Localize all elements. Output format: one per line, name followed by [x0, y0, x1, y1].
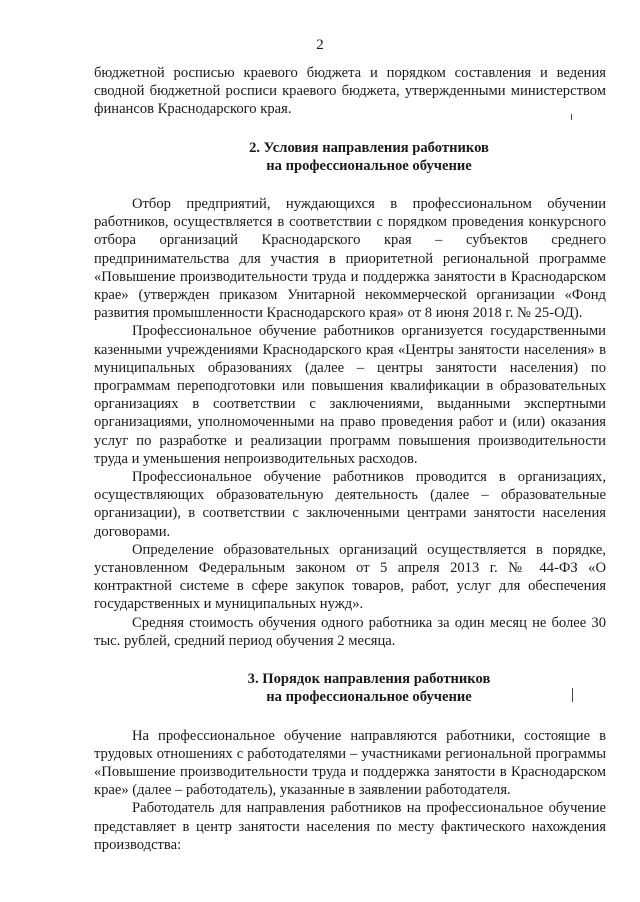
section-3-heading-line1: 3. Порядок направления работников: [247, 671, 491, 688]
scan-mark: [571, 114, 572, 120]
document-body: [94, 64, 606, 854]
section-2-paragraph-4: Определение образовательных организаций осуществляется в порядке, установленном Федеральным законом от 5 апреля 2013 г. № 44-ФЗ «О контрактной системе в сфере закупок товаров, работ, услуг для обеспечения государственных и муниципальных нужд».: [94, 541, 606, 613]
section-3-paragraph-1: На профессиональное обучение направляются работники, состоящие в трудовых отношениях с работодателями – участниками региональной программы «Повышение производительности труда и поддержка занятости в Краснодарском крае» (далее – работодатель), указанные в заявлении работодателя.: [94, 727, 606, 799]
section-3-paragraph-2: Работодатель для направления работников на профессиональное обучение представляет в центр занятости населения по месту фактического нахождения производства:: [94, 800, 606, 853]
section-2-paragraph-3: Профессиональное обучение работников проводится в организациях, осуществляющих образовательную деятельность (далее – образовательные организации), в соответствии с заключенными центрами занятости населения договорами.: [94, 469, 606, 540]
section-2-heading-line1: 2. Условия направления работников: [249, 139, 489, 156]
section-2-heading-line2: на профессиональное обучение: [266, 157, 472, 174]
section-2-paragraph-5: Средняя стоимость обучения одного работника за один месяц не более 30 тыс. рублей, средний период обучения 2 месяца.: [94, 614, 606, 649]
section-2-heading: [94, 139, 606, 175]
scan-mark: [572, 688, 573, 702]
section-2-paragraph-2: Профессиональное обучение работников организуется государственными казенными учреждениями Краснодарского края «Центры занятости населения» в муниципальных образованиях (далее – центры занятости населения) по программам переподготовки или повышения квалификации в образовательных организациях в соответствии с заключениями, выданными экспертными организациями, уполномоченными на право проведения работ и (или) оказания услуг по разработке и реализации программ повышения производительности труда и уменьшения непроизводительных расходов.: [94, 323, 606, 467]
intro-paragraph: бюджетной росписью краевого бюджета и порядком составления и ведения сводной бюджетной росписи краевого бюджета, утвержденными министерством финансов Краснодарского края.: [94, 65, 606, 118]
section-2-paragraph-1: Отбор предприятий, нуждающихся в профессиональном обучении работников, осуществляется в соответствии с порядком проведения конкурсного отбора организаций Краснодарского края – субъектов среднего предпринимательства для участия в приоритетной региональной программе «Повышение производительности труда и поддержка занятости в Краснодарском крае» (утвержден приказом Унитарной некоммерческой организации «Фонд развития промышленности Краснодарского края» от 8 июня 2018 г. № 25-ОД).: [94, 196, 606, 322]
section-3-heading: [94, 670, 606, 706]
page-number: 2: [316, 37, 324, 53]
section-3-heading-line2: на профессиональное обучение: [266, 689, 472, 706]
